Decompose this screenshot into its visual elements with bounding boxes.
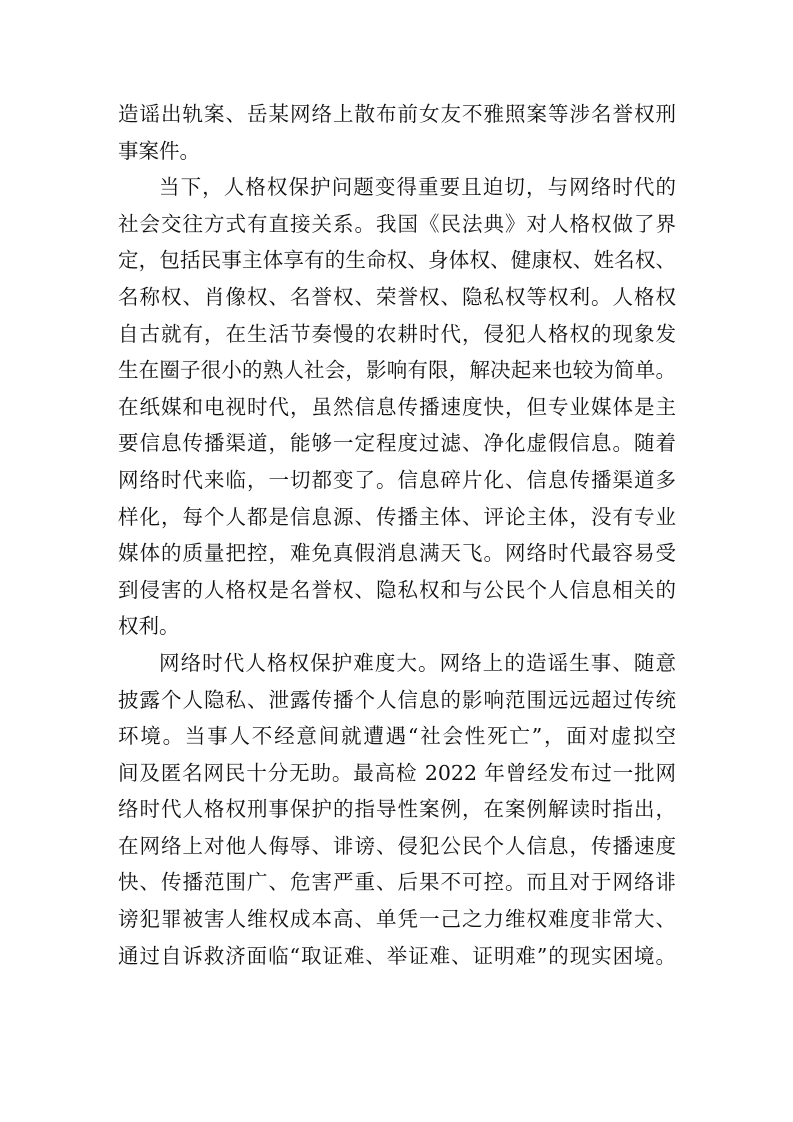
text-line: 到侵害的人格权是名誉权、隐私权和与公民个人信息相关的 <box>118 577 676 602</box>
text-line: 披露个人隐私、泄露传播个人信息的影响范围远远超过传统 <box>118 687 676 712</box>
text-line: 网络时代来临，一切都变了。信息碎片化、信息传播渠道多 <box>118 467 676 492</box>
text-line: 要信息传播渠道，能够一定程度过滤、净化虚假信息。随着 <box>118 431 676 456</box>
text-line: 生在圈子很小的熟人社会，影响有限，解决起来也较为简单。 <box>118 358 676 383</box>
body-text <box>118 96 676 974</box>
text-line: 通过自诉救济面临“取证难、举证难、证明难”的现实困境。 <box>118 943 676 968</box>
text-line: 造谣出轨案、岳某网络上散布前女友不雅照案等涉名誉权刑 <box>118 102 676 126</box>
text-line: 媒体的质量把控，难免真假消息满天飞。网络时代最容易受 <box>118 541 676 566</box>
text-line: 络时代人格权刑事保护的指导性案例，在案例解读时指出， <box>118 797 676 822</box>
text-line: 名称权、肖像权、名誉权、荣誉权、隐私权等权利。人格权 <box>118 284 676 309</box>
text-line: 定，包括民事主体享有的生命权、身体权、健康权、姓名权、 <box>118 248 676 273</box>
text-line: 快、传播范围广、危害严重、后果不可控。而且对于网络诽 <box>118 870 676 895</box>
text-line: 权利。 <box>118 614 180 639</box>
text-line: 样化，每个人都是信息源、传播主体、评论主体，没有专业 <box>118 504 676 529</box>
text-line: 在网络上对他人侮辱、诽谤、侵犯公民个人信息，传播速度 <box>118 833 676 858</box>
text-line: 间及匿名网民十分无助。最高检 2022 年曾经发布过一批网 <box>118 760 676 785</box>
text-line: 网络时代人格权保护难度大。网络上的造谣生事、随意 <box>159 650 676 675</box>
text-line: 当下，人格权保护问题变得重要且迫切，与网络时代的 <box>159 175 676 200</box>
text-line: 自古就有，在生活节奏慢的农耕时代，侵犯人格权的现象发 <box>118 321 676 346</box>
paragraph-personality-rights-urgency <box>118 169 676 645</box>
text-line: 环境。当事人不经意间就遭遇“社会性死亡”，面对虚拟空 <box>118 724 676 749</box>
text-line: 事案件。 <box>118 138 200 163</box>
paragraph-protection-difficulty <box>118 645 676 974</box>
paragraph-case-continuation <box>118 96 676 169</box>
text-line: 在纸媒和电视时代，虽然信息传播速度快，但专业媒体是主 <box>118 394 676 419</box>
text-line: 谤犯罪被害人维权成本高、单凭一己之力维权难度非常大、 <box>118 907 676 932</box>
text-line: 社会交往方式有直接关系。我国《民法典》对人格权做了界 <box>118 211 676 236</box>
